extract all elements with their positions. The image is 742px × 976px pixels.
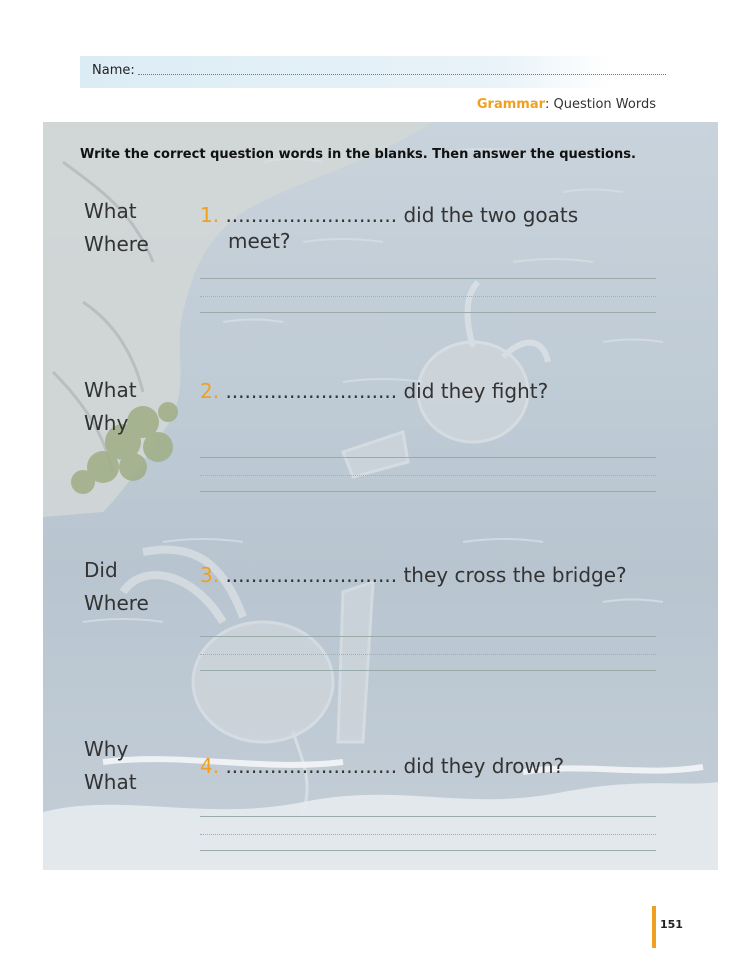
question-number: 2. (200, 379, 220, 403)
question-1 (200, 203, 578, 227)
answer-guide (200, 296, 656, 297)
answer-line[interactable] (200, 312, 656, 313)
option-why[interactable]: Why (84, 737, 129, 761)
answer-line[interactable] (200, 636, 656, 637)
option-what[interactable]: What (84, 378, 137, 402)
question-text: ........................... they cross the bridge? (225, 563, 627, 587)
answer-line[interactable] (200, 491, 656, 492)
question-4 (200, 754, 564, 778)
option-where[interactable]: Where (84, 591, 149, 615)
answer-line[interactable] (200, 278, 656, 279)
question-text: ........................... did they drown? (225, 754, 565, 778)
topic-heading (477, 97, 656, 112)
answer-guide (200, 475, 656, 476)
name-bar (80, 56, 610, 88)
option-what[interactable]: What (84, 770, 137, 794)
instructions: Write the correct question words in the blanks. Then answer the questions. (80, 147, 636, 162)
topic-accent: Grammar (476, 97, 546, 112)
name-field[interactable] (138, 74, 666, 75)
option-why[interactable]: Why (84, 411, 129, 435)
question-text: ........................... did they fight? (225, 379, 549, 403)
option-what[interactable]: What (84, 199, 137, 223)
option-where[interactable]: Where (84, 232, 149, 256)
question-number: 1. (200, 203, 220, 227)
question-2 (200, 379, 548, 403)
question-number: 3. (200, 563, 220, 587)
page-number-bar (652, 906, 656, 948)
answer-line[interactable] (200, 670, 656, 671)
name-label: Name: (92, 63, 135, 78)
topic-rest: : Question Words (545, 97, 656, 112)
answer-line[interactable] (200, 850, 656, 851)
question-text: ........................... did the two goats (225, 203, 579, 227)
page-number: 151 (660, 918, 683, 931)
answer-line[interactable] (200, 457, 656, 458)
question-3 (200, 563, 627, 587)
option-did[interactable]: Did (84, 558, 118, 582)
answer-guide (200, 654, 656, 655)
answer-line[interactable] (200, 816, 656, 817)
question-1-continued: meet? (228, 229, 291, 253)
answer-guide (200, 834, 656, 835)
question-number: 4. (200, 754, 220, 778)
